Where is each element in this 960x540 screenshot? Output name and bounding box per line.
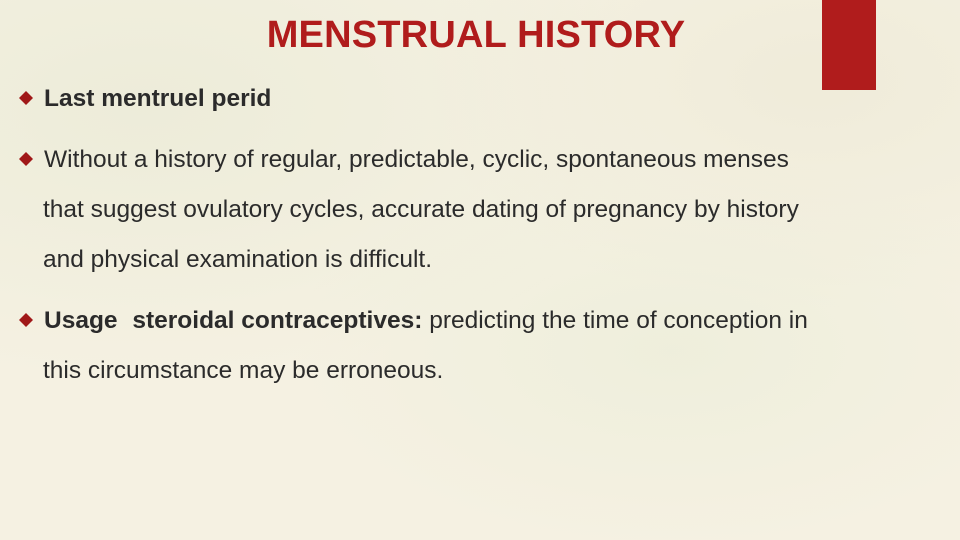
diamond-bullet-icon xyxy=(18,151,34,167)
bullet-3-label: Usage xyxy=(44,307,118,334)
diamond-bullet-icon xyxy=(18,90,34,106)
bullet-3-line-1 xyxy=(44,306,808,336)
bullet-1-label: Last xyxy=(44,85,95,112)
bullet-3-line-2: this circumstance may be erroneous. xyxy=(43,357,444,384)
bullet-1-line xyxy=(44,84,271,114)
bullet-2-line-1 xyxy=(44,145,789,175)
bullet-3-text-1: predicting the time of conception in xyxy=(429,307,808,334)
bullet-2-label: Without xyxy=(44,146,128,173)
bullet-1-emphasis: mentruel perid xyxy=(101,85,272,112)
bullet-3-emphasis: steroidal contraceptives: xyxy=(132,307,423,334)
diamond-bullet-icon xyxy=(18,312,34,328)
bullet-2-text-1: a history of regular, predictable, cyclic, spontaneous menses xyxy=(133,146,789,173)
bullet-2-line-2: that suggest ovulatory cycles, accurate dating of pregnancy by history xyxy=(43,196,799,223)
bullet-2-line-3: and physical examination is difficult. xyxy=(43,246,433,273)
slide-title: MENSTRUAL HISTORY xyxy=(266,14,686,56)
